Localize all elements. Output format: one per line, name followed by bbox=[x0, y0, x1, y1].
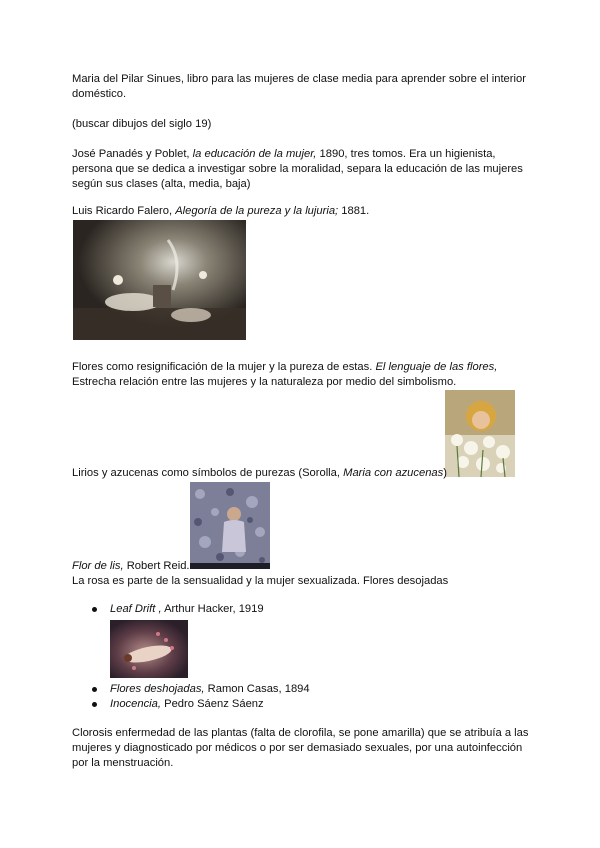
text-book-title: la educación de la mujer, bbox=[192, 148, 317, 160]
paragraph-clorosis: Clorosis enfermedad de las plantas (falta de clorofila, se pone amarilla) que se atribuía a las mujeres y diagnosticado por médicos o por ser demasiado sexuales, por una autoinfección por la menstruación. bbox=[72, 727, 529, 769]
text-artist: Arthur Hacker, 1919 bbox=[161, 603, 264, 615]
hacker-painting-image bbox=[110, 620, 188, 678]
text-artist: Ramon Casas, 1894 bbox=[204, 683, 310, 695]
text-description: Estrecha relación entre las mujeres y la naturaleza por medio del simbolismo. bbox=[72, 376, 457, 388]
text-artwork-title: Flores deshojadas, bbox=[110, 683, 205, 695]
text-author: Robert Reid. bbox=[123, 560, 190, 572]
paragraph-falero bbox=[72, 204, 532, 219]
list-item bbox=[110, 682, 310, 697]
text-artist: Pedro Sáenz Sáenz bbox=[161, 698, 264, 710]
text-artwork-title: Inocencia, bbox=[110, 698, 161, 710]
text-close-paren: ) bbox=[443, 467, 447, 479]
paragraph-rosa: La rosa es parte de la sensualidad y la mujer sexualizada. Flores desojadas bbox=[72, 575, 449, 587]
list-item bbox=[110, 697, 264, 712]
paragraph-note: (buscar dibujos del siglo 19) bbox=[72, 118, 212, 130]
text-artwork-title: Flor de lis, bbox=[72, 560, 124, 572]
paragraph-panades bbox=[72, 147, 532, 192]
text-author: Luis Ricardo Falero, bbox=[72, 205, 176, 217]
text-intro: Flores como resignificación de la mujer y la pureza de estas. bbox=[72, 361, 376, 373]
text-year: 1881. bbox=[338, 205, 370, 217]
paragraph-reid bbox=[72, 559, 532, 574]
text-artwork-title: Alegoría de la pureza y la lujuria; bbox=[175, 205, 339, 217]
sorolla-painting-image bbox=[445, 390, 515, 477]
text-author: José Panadés y Poblet, bbox=[72, 148, 193, 160]
text-description: 1890, tres tomos. Era un higienista, persona que se dedica a investigar sobre la moralidad, separa la educación de las mujeres según sus clases (alta, media, baja) bbox=[72, 148, 523, 190]
text-artwork-title: Leaf Drift , bbox=[110, 603, 162, 615]
text-description: Lirios y azucenas como símbolos de purezas (Sorolla, bbox=[72, 467, 344, 479]
paragraph-flores bbox=[72, 360, 532, 390]
paragraph-lirios bbox=[72, 466, 552, 481]
text-artwork-title: Maria con azucenas bbox=[343, 467, 444, 479]
paragraph-sinues: Maria del Pilar Sinues, libro para las mujeres de clase media para aprender sobre el interior doméstico. bbox=[72, 73, 526, 100]
falero-painting-image bbox=[73, 220, 246, 340]
bullet-icon bbox=[92, 702, 97, 707]
bullet-icon bbox=[92, 687, 97, 692]
reid-painting-image bbox=[190, 482, 270, 569]
bullet-icon bbox=[92, 607, 97, 612]
list-item bbox=[110, 602, 264, 617]
text-book-title: El lenguaje de las flores, bbox=[375, 361, 498, 373]
